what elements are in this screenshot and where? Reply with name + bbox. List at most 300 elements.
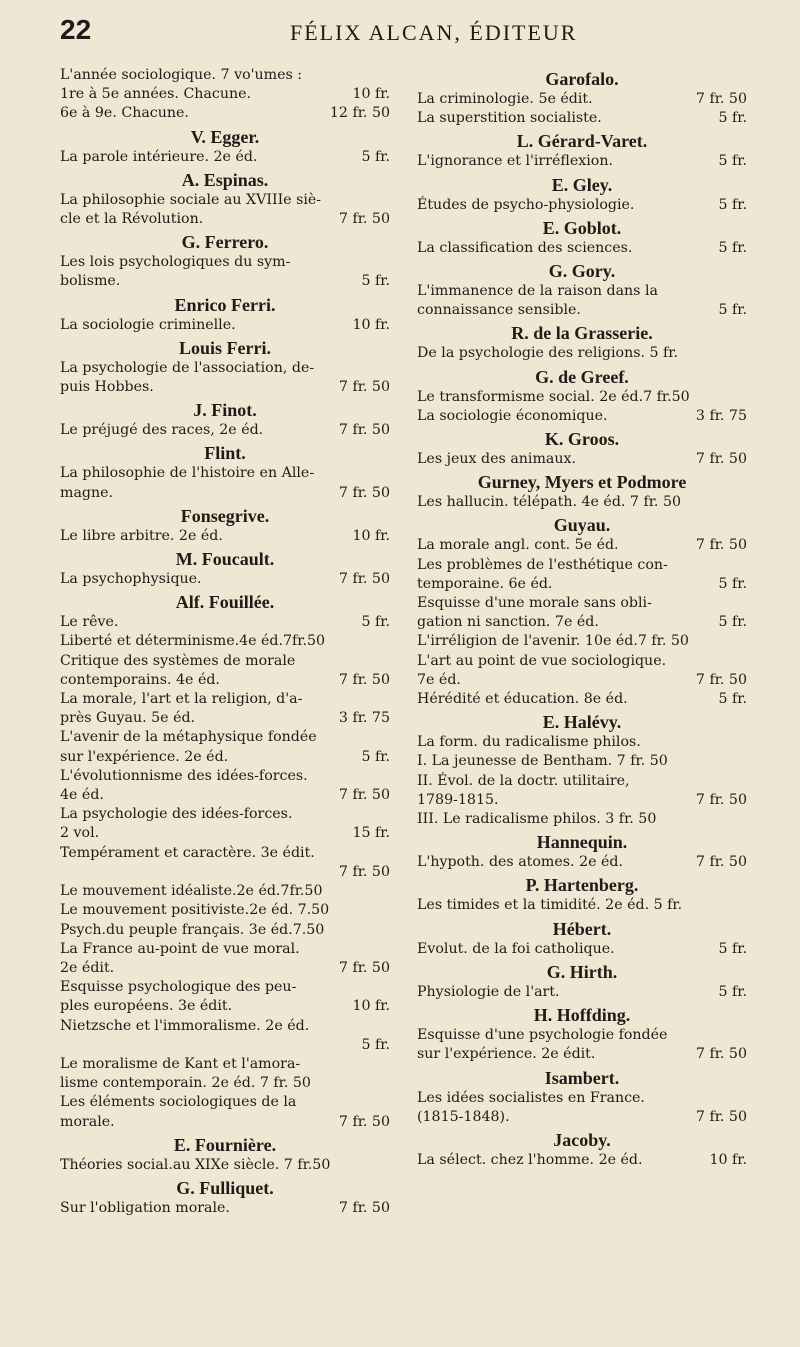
book-line <box>417 344 747 363</box>
book-title: contemporains. 4e éd. <box>60 671 220 688</box>
book-price: 3 fr. 75 <box>338 710 390 727</box>
author-name: Alf. Fouillée. <box>175 592 275 613</box>
book-title: Le moralisme de Kant et l'amora- <box>60 1055 301 1072</box>
book-line <box>417 196 747 215</box>
author-name: Hannequin. <box>536 832 628 853</box>
book-line <box>60 940 390 959</box>
book-title: Liberté et déterminisme.4e éd.7fr.50 <box>60 633 326 650</box>
book-price <box>384 359 390 378</box>
catalog-entry <box>417 472 747 512</box>
left-column <box>60 66 390 1218</box>
author-name: L. Gérard-Varet. <box>516 131 648 152</box>
book-line <box>417 752 747 771</box>
book-title: Esquisse psychologique des peu- <box>60 979 297 996</box>
author-name: K. Groos. <box>544 429 620 450</box>
book-price <box>384 805 390 824</box>
book-title: Le libre arbitre. 2e éd. <box>60 527 223 544</box>
book-title: L'ignorance et l'irréflexion. <box>417 153 613 170</box>
author-name: G. Gory. <box>548 261 616 282</box>
page-number: 22 <box>60 14 92 45</box>
book-title: La sociologie économique. <box>417 407 608 424</box>
book-price: 7 fr. 50 <box>695 1108 747 1125</box>
book-price <box>741 282 747 301</box>
book-title: près Guyau. 5e éd. <box>60 710 196 727</box>
book-line <box>60 959 390 978</box>
book-price: 7 fr. 50 <box>338 422 390 439</box>
book-line <box>60 728 390 747</box>
book-line <box>60 690 390 709</box>
book-line <box>417 810 747 829</box>
book-title: La psychophysique. <box>60 571 202 588</box>
catalog-entry <box>417 1068 747 1127</box>
catalog-entry <box>417 367 747 426</box>
book-price <box>741 344 747 363</box>
book-line <box>417 282 747 301</box>
book-title: Evolut. de la foi catholique. <box>417 940 615 957</box>
book-line <box>60 978 390 997</box>
book-line <box>417 536 747 555</box>
author-name: Gurney, Myers et Podmore <box>477 472 687 493</box>
book-line <box>60 863 390 882</box>
book-price: 5 fr. <box>361 748 390 765</box>
author-name: Jacoby. <box>553 1129 611 1150</box>
book-title: morale. <box>60 1113 115 1130</box>
book-line <box>60 882 390 901</box>
book-price <box>384 1055 390 1074</box>
author-name: G. Ferrero. <box>181 232 269 253</box>
book-price <box>384 1074 390 1093</box>
author-name: Fonsegrive. <box>180 505 270 526</box>
author-name: J. Finot. <box>193 400 257 421</box>
book-price: 5 fr. <box>361 273 390 290</box>
book-title: Le rêve. <box>60 614 119 631</box>
book-line <box>417 690 747 709</box>
book-line <box>60 378 390 397</box>
book-price <box>741 896 747 915</box>
author-name: Hébert. <box>552 918 612 939</box>
book-line <box>417 493 747 512</box>
book-line <box>417 632 747 651</box>
author-name: E. Goblot. <box>542 217 622 238</box>
book-title: Le transformisme social. 2e éd.7 fr.50 <box>417 388 690 405</box>
book-title: sur l'expérience. 2e édit. <box>417 1046 596 1063</box>
book-line <box>60 786 390 805</box>
author-name: Guyau. <box>553 515 611 536</box>
book-title: La morale angl. cont. 5e éd. <box>417 537 619 554</box>
book-title: cle et la Révolution. <box>60 211 204 228</box>
book-title: Esquisse d'une morale sans obli- <box>417 595 652 612</box>
book-price <box>384 882 390 901</box>
author-name: V. Egger. <box>190 126 260 147</box>
book-price: 5 fr. <box>718 153 747 170</box>
book-title: Théories social.au XIXe siècle. 7 fr.50 <box>60 1156 331 1173</box>
book-price <box>384 978 390 997</box>
catalog-entry <box>60 400 390 440</box>
book-title: bolisme. <box>60 273 121 290</box>
catalog-entry <box>60 66 390 124</box>
book-title: 6e à 9e. Chacune. <box>60 105 189 122</box>
author-name: Flint. <box>204 443 246 464</box>
book-title: Les idées socialistes en France. <box>417 1089 645 1106</box>
author-name: A. Espinas. <box>181 169 269 190</box>
book-line <box>60 66 390 85</box>
book-price: 10 fr. <box>709 1151 747 1168</box>
book-title: Les problèmes de l'esthétique con- <box>417 556 668 573</box>
author-name: P. Hartenberg. <box>525 875 639 896</box>
book-price <box>741 556 747 575</box>
book-title: Les hallucin. télépath. 4e éd. 7 fr. 50 <box>417 494 681 511</box>
catalog-entry <box>60 170 390 229</box>
book-title: connaissance sensible. <box>417 302 581 319</box>
book-title: magne. <box>60 484 114 501</box>
book-line <box>60 997 390 1016</box>
book-line <box>60 316 390 335</box>
book-title: La philosophie sociale au XVIIIe siè- <box>60 191 322 208</box>
book-title: L'évolutionnisme des idées-forces. <box>60 767 308 784</box>
book-price <box>741 594 747 613</box>
book-line <box>60 632 390 651</box>
book-line <box>60 85 390 104</box>
book-title: Critique des systèmes de morale <box>60 652 296 669</box>
book-line <box>417 613 747 632</box>
book-line <box>60 652 390 671</box>
book-line <box>60 901 390 920</box>
book-line <box>60 1199 390 1218</box>
book-line <box>60 464 390 483</box>
book-price: 10 fr. <box>352 316 390 333</box>
page-header <box>60 14 750 50</box>
book-line <box>60 570 390 589</box>
book-price: 7 fr. 50 <box>338 671 390 688</box>
catalog-entry <box>60 232 390 291</box>
book-price <box>741 1089 747 1108</box>
author-name: E. Gley. <box>551 174 613 195</box>
author-name: G. Hirth. <box>546 961 618 982</box>
catalog-entry <box>60 443 390 502</box>
book-line <box>60 1074 390 1093</box>
book-price <box>384 690 390 709</box>
book-price: 12 fr. 50 <box>329 105 390 122</box>
book-line <box>417 450 747 469</box>
book-title: (1815-1848). <box>417 1108 510 1125</box>
book-title: La morale, l'art et la religion, d'a- <box>60 691 303 708</box>
book-line <box>60 1113 390 1132</box>
book-title: La classification des sciences. <box>417 239 633 256</box>
catalog-entry <box>60 295 390 335</box>
book-line <box>60 767 390 786</box>
book-line <box>60 921 390 940</box>
book-line <box>60 844 390 863</box>
book-title: L'année sociologique. 7 vo'umes : <box>60 67 303 83</box>
book-line <box>60 824 390 843</box>
book-price <box>384 921 390 940</box>
book-price: 7 fr. 50 <box>695 791 747 808</box>
book-title: Les jeux des animaux. <box>417 451 577 468</box>
book-line <box>417 407 747 426</box>
catalog-entry <box>60 549 390 589</box>
book-line <box>417 940 747 959</box>
book-line <box>60 104 390 123</box>
catalog-entry <box>417 131 747 171</box>
book-line <box>60 748 390 767</box>
book-price: 5 fr. <box>718 110 747 127</box>
book-title: Les lois psychologiques du sym- <box>60 254 291 271</box>
book-title: La psychologie de l'association, de- <box>60 359 315 376</box>
book-line <box>60 421 390 440</box>
book-line <box>60 1036 390 1055</box>
book-line <box>60 709 390 728</box>
book-line <box>60 671 390 690</box>
catalog-entry <box>60 592 390 1131</box>
book-price <box>384 1093 390 1112</box>
book-price: 5 fr. <box>718 196 747 213</box>
book-price <box>384 253 390 272</box>
catalog-entry <box>417 875 747 915</box>
book-price <box>741 733 747 752</box>
author-name: Garofalo. <box>545 69 619 89</box>
book-title: gation ni sanction. 7e éd. <box>417 614 599 631</box>
book-title: L'hypoth. des atomes. 2e éd. <box>417 854 623 871</box>
book-price <box>741 752 747 771</box>
book-line <box>60 484 390 503</box>
catalog-entry <box>60 1178 390 1218</box>
book-line <box>417 301 747 320</box>
book-line <box>417 896 747 915</box>
book-title: La superstition socialiste. <box>417 110 602 127</box>
book-price <box>384 767 390 786</box>
book-title: Physiologie de l'art. <box>417 983 560 1000</box>
book-line <box>60 272 390 291</box>
catalog-entry <box>417 323 747 363</box>
book-title: 2e édit. <box>60 959 115 976</box>
book-price: 5 fr. <box>361 614 390 631</box>
book-title: Les timides et la timidité. 2e éd. 5 fr. <box>417 897 683 914</box>
book-price: 5 fr. <box>718 614 747 631</box>
book-title: La sélect. chez l'homme. 2e éd. <box>417 1151 643 1168</box>
book-price: 7 fr. 50 <box>695 671 747 688</box>
author-name: E. Halévy. <box>542 712 622 733</box>
book-title: ples européens. 3e édit. <box>60 998 233 1015</box>
book-price: 10 fr. <box>352 998 390 1015</box>
book-price <box>741 810 747 829</box>
book-title: La philosophie de l'histoire en Alle- <box>60 465 315 482</box>
book-price: 7 fr. 50 <box>338 863 390 880</box>
book-line <box>60 1156 390 1175</box>
book-line <box>417 575 747 594</box>
book-price: 7 fr. 50 <box>338 379 390 396</box>
book-title: sur l'expérience. 2e éd. <box>60 748 229 765</box>
book-line <box>417 594 747 613</box>
book-price <box>384 1156 390 1175</box>
book-price <box>384 652 390 671</box>
book-price: 7 fr. 50 <box>338 959 390 976</box>
book-price: 5 fr. <box>718 239 747 256</box>
catalog-entry <box>417 1130 747 1170</box>
book-title: L'art au point de vue sociologique. <box>417 652 667 669</box>
book-line <box>60 253 390 272</box>
book-title: lisme contemporain. 2e éd. 7 fr. 50 <box>60 1075 311 1092</box>
author-name: E. Fournière. <box>173 1134 277 1155</box>
book-title: temporaine. 6e éd. <box>417 575 553 592</box>
book-line <box>417 853 747 872</box>
book-price: 5 fr. <box>361 1036 390 1053</box>
book-price: 7 fr. 50 <box>338 1199 390 1216</box>
book-price <box>741 632 747 651</box>
book-price: 7 fr. 50 <box>338 787 390 804</box>
book-line <box>60 613 390 632</box>
book-price <box>741 772 747 791</box>
author-name: M. Foucault. <box>175 549 275 570</box>
book-price: 7 fr. 50 <box>695 1046 747 1063</box>
book-title: 4e éd. <box>60 787 104 804</box>
book-line <box>417 1151 747 1170</box>
catalog-entry <box>60 338 390 397</box>
book-price: 5 fr. <box>718 983 747 1000</box>
book-line <box>60 148 390 167</box>
book-price <box>384 191 390 210</box>
book-price <box>741 652 747 671</box>
book-price: 5 fr. <box>718 691 747 708</box>
book-title: 2 vol. <box>60 825 100 842</box>
book-price <box>384 844 390 863</box>
catalog-entry <box>417 832 747 872</box>
book-line <box>60 1017 390 1036</box>
book-title: Les éléments sociologiques de la <box>60 1094 297 1111</box>
book-price <box>384 464 390 483</box>
book-line <box>417 152 747 171</box>
book-line <box>417 1045 747 1064</box>
book-line <box>60 359 390 378</box>
book-price <box>384 728 390 747</box>
book-price <box>384 66 390 85</box>
book-price: 3 fr. 75 <box>695 407 747 424</box>
book-title: L'immanence de la raison dans la <box>417 283 658 300</box>
book-price <box>741 493 747 512</box>
book-price: 10 fr. <box>352 86 390 103</box>
book-price: 5 fr. <box>361 148 390 165</box>
catalog-entry <box>417 429 747 469</box>
author-name: Louis Ferri. <box>179 337 271 358</box>
book-price: 5 fr. <box>718 302 747 319</box>
catalog-entry <box>60 1135 390 1175</box>
author-name: R. de la Grasserie. <box>511 323 653 344</box>
book-price <box>384 1017 390 1036</box>
book-line <box>417 652 747 671</box>
book-price: 5 fr. <box>718 940 747 957</box>
book-title: puis Hobbes. <box>60 379 154 396</box>
catalog-entry <box>417 712 747 829</box>
catalog-entry <box>417 218 747 258</box>
book-title: Le préjugé des races, 2e éd. <box>60 422 264 439</box>
book-line <box>60 210 390 229</box>
book-line <box>417 90 747 109</box>
book-price <box>741 1026 747 1045</box>
book-title: Le mouvement idéaliste.2e éd.7fr.50 <box>60 883 323 900</box>
book-price <box>741 388 747 407</box>
book-title: 1re à 5e années. Chacune. <box>60 86 252 103</box>
book-line <box>417 671 747 690</box>
book-title: La parole intérieure. 2e éd. <box>60 148 258 165</box>
book-title: La form. du radicalisme philos. <box>417 734 641 751</box>
book-title: L'irréligion de l'avenir. 10e éd.7 fr. 50 <box>417 633 689 650</box>
catalog-entry <box>60 127 390 167</box>
book-line <box>417 556 747 575</box>
book-line <box>417 109 747 128</box>
catalog-entry <box>417 69 747 128</box>
catalog-entry <box>60 506 390 546</box>
book-line <box>417 1026 747 1045</box>
book-title: 7e éd. <box>417 671 461 688</box>
author-name: Isambert. <box>544 1067 620 1088</box>
book-title: Hérédité et éducation. 8e éd. <box>417 691 628 708</box>
book-title: I. La jeunesse de Bentham. 7 fr. 50 <box>417 753 668 770</box>
book-line <box>417 772 747 791</box>
book-line <box>60 527 390 546</box>
book-price <box>384 901 390 920</box>
book-line <box>60 1093 390 1112</box>
right-column <box>417 66 747 1170</box>
book-title: Sur l'obligation morale. <box>60 1199 230 1216</box>
book-price: 7 fr. 50 <box>695 451 747 468</box>
book-price: 5 fr. <box>718 575 747 592</box>
book-price: 7 fr. 50 <box>695 854 747 871</box>
book-title: III. Le radicalisme philos. 3 fr. 50 <box>417 811 657 828</box>
author-name: G. de Greef. <box>535 366 629 387</box>
book-line <box>60 805 390 824</box>
book-line <box>417 1108 747 1127</box>
book-price: 7 fr. 50 <box>338 1113 390 1130</box>
catalog-entry <box>417 515 747 709</box>
book-line <box>417 733 747 752</box>
catalog-entry <box>417 175 747 215</box>
book-title: Tempérament et caractère. 3e édit. <box>60 844 315 861</box>
book-line <box>60 1055 390 1074</box>
book-price: 7 fr. 50 <box>338 571 390 588</box>
book-price: 10 fr. <box>352 527 390 544</box>
book-title: Le mouvement positiviste.2e éd. 7.50 <box>60 902 330 919</box>
book-price: 7 fr. 50 <box>338 211 390 228</box>
book-title: Esquisse d'une psychologie fondée <box>417 1027 668 1044</box>
catalog-entry <box>417 1005 747 1064</box>
book-title: La psychologie des idées-forces. <box>60 806 293 823</box>
book-line <box>60 191 390 210</box>
author-name: Enrico Ferri. <box>174 294 276 315</box>
book-line <box>417 983 747 1002</box>
author-name: H. Hoffding. <box>533 1005 631 1026</box>
book-title: 1789-1815. <box>417 791 499 808</box>
author-name: G. Fulliquet. <box>176 1177 274 1198</box>
book-price <box>384 940 390 959</box>
book-title: Nietzsche et l'immoralisme. 2e éd. <box>60 1017 310 1034</box>
book-line <box>417 791 747 810</box>
catalog-entry <box>417 919 747 959</box>
book-title: Études de psycho-physiologie. <box>417 196 635 213</box>
book-title: Psych.du peuple français. 3e éd.7.50 <box>60 921 325 938</box>
book-price: 7 fr. 50 <box>695 91 747 107</box>
book-line <box>417 388 747 407</box>
book-title: L'avenir de la métaphysique fondée <box>60 729 317 746</box>
book-title: La France au-point de vue moral. <box>60 940 300 957</box>
running-head: FÉLIX ALCAN, ÉDITEUR <box>290 20 578 45</box>
book-price <box>384 632 390 651</box>
book-line <box>417 239 747 258</box>
book-title: La sociologie criminelle. <box>60 316 236 333</box>
catalog-entry <box>417 261 747 320</box>
catalog-entry <box>417 962 747 1002</box>
book-line <box>417 1089 747 1108</box>
book-price: 7 fr. 50 <box>338 484 390 501</box>
book-title: La criminologie. 5e édit. <box>417 91 593 107</box>
